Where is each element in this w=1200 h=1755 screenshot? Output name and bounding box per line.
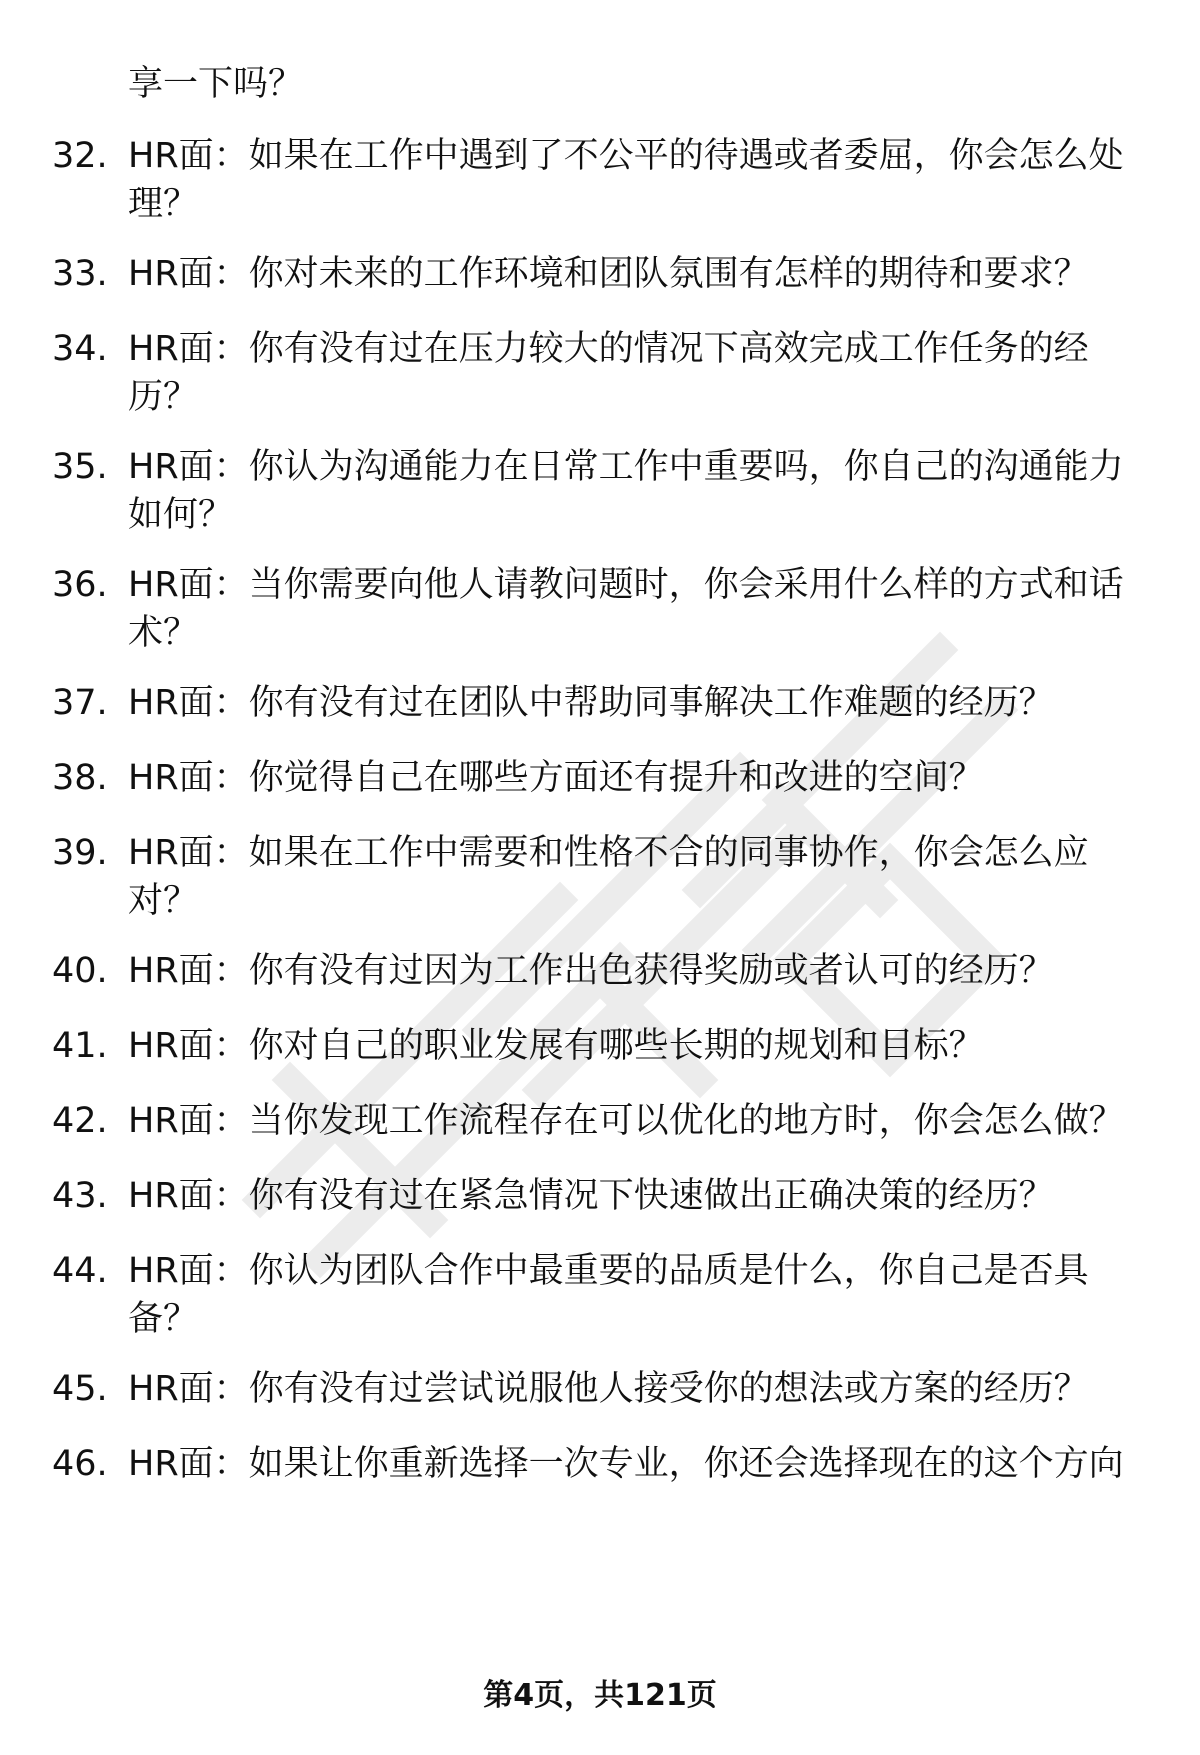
question-number: 34. [52,329,108,369]
question-number: 43. [52,1176,108,1216]
question-text: HR面：你觉得自己在哪些方面还有提升和改进的空间？ [128,758,984,798]
question-number: 37. [52,683,108,723]
question-text: HR面：你有没有过在紧急情况下快速做出正确决策的经历？ [128,1176,1054,1216]
continued-question-text: 享一下吗？ [128,64,304,104]
question-text: HR面：当你发现工作流程存在可以优化的地方时，你会怎么做？ [128,1101,1124,1141]
question-number: 35. [52,447,108,487]
question-number: 38. [52,758,108,798]
question-number: 46. [52,1444,108,1484]
question-text: HR面：你有没有过因为工作出色获得奖励或者认可的经历？ [128,951,1054,991]
question-number: 36. [52,565,108,605]
question-number: 42. [52,1101,108,1141]
question-text: HR面：你认为沟通能力在日常工作中重要吗，你自己的沟通能力如何？ [128,447,1124,535]
question-text: HR面：你有没有过在团队中帮助同事解决工作难题的经历？ [128,683,1054,723]
question-number: 39. [52,833,108,873]
question-number: 32. [52,136,108,176]
question-number: 45. [52,1369,108,1409]
question-text: HR面：你有没有过在压力较大的情况下高效完成工作任务的经历？ [128,329,1089,417]
question-text: HR面：当你需要向他人请教问题时，你会采用什么样的方式和话术？ [128,565,1124,653]
question-text: HR面：如果在工作中需要和性格不合的同事协作，你会怎么应对？ [128,833,1089,921]
question-number: 40. [52,951,108,991]
page-number-footer: 第4页，共121页 [483,1678,717,1713]
question-text: HR面：你有没有过尝试说服他人接受你的想法或方案的经历？ [128,1369,1089,1409]
question-number: 33. [52,254,108,294]
question-text: HR面：你对自己的职业发展有哪些长期的规划和目标？ [128,1026,984,1066]
question-text: HR面：你认为团队合作中最重要的品质是什么，你自己是否具备？ [128,1251,1089,1339]
question-text: HR面：如果让你重新选择一次专业，你还会选择现在的这个方向 [128,1444,1124,1484]
question-number: 41. [52,1026,108,1066]
question-text: HR面：你对未来的工作环境和团队氛围有怎样的期待和要求？ [128,254,1089,294]
question-number: 44. [52,1251,108,1291]
question-text: HR面：如果在工作中遇到了不公平的待遇或者委屈，你会怎么处理？ [128,136,1124,224]
